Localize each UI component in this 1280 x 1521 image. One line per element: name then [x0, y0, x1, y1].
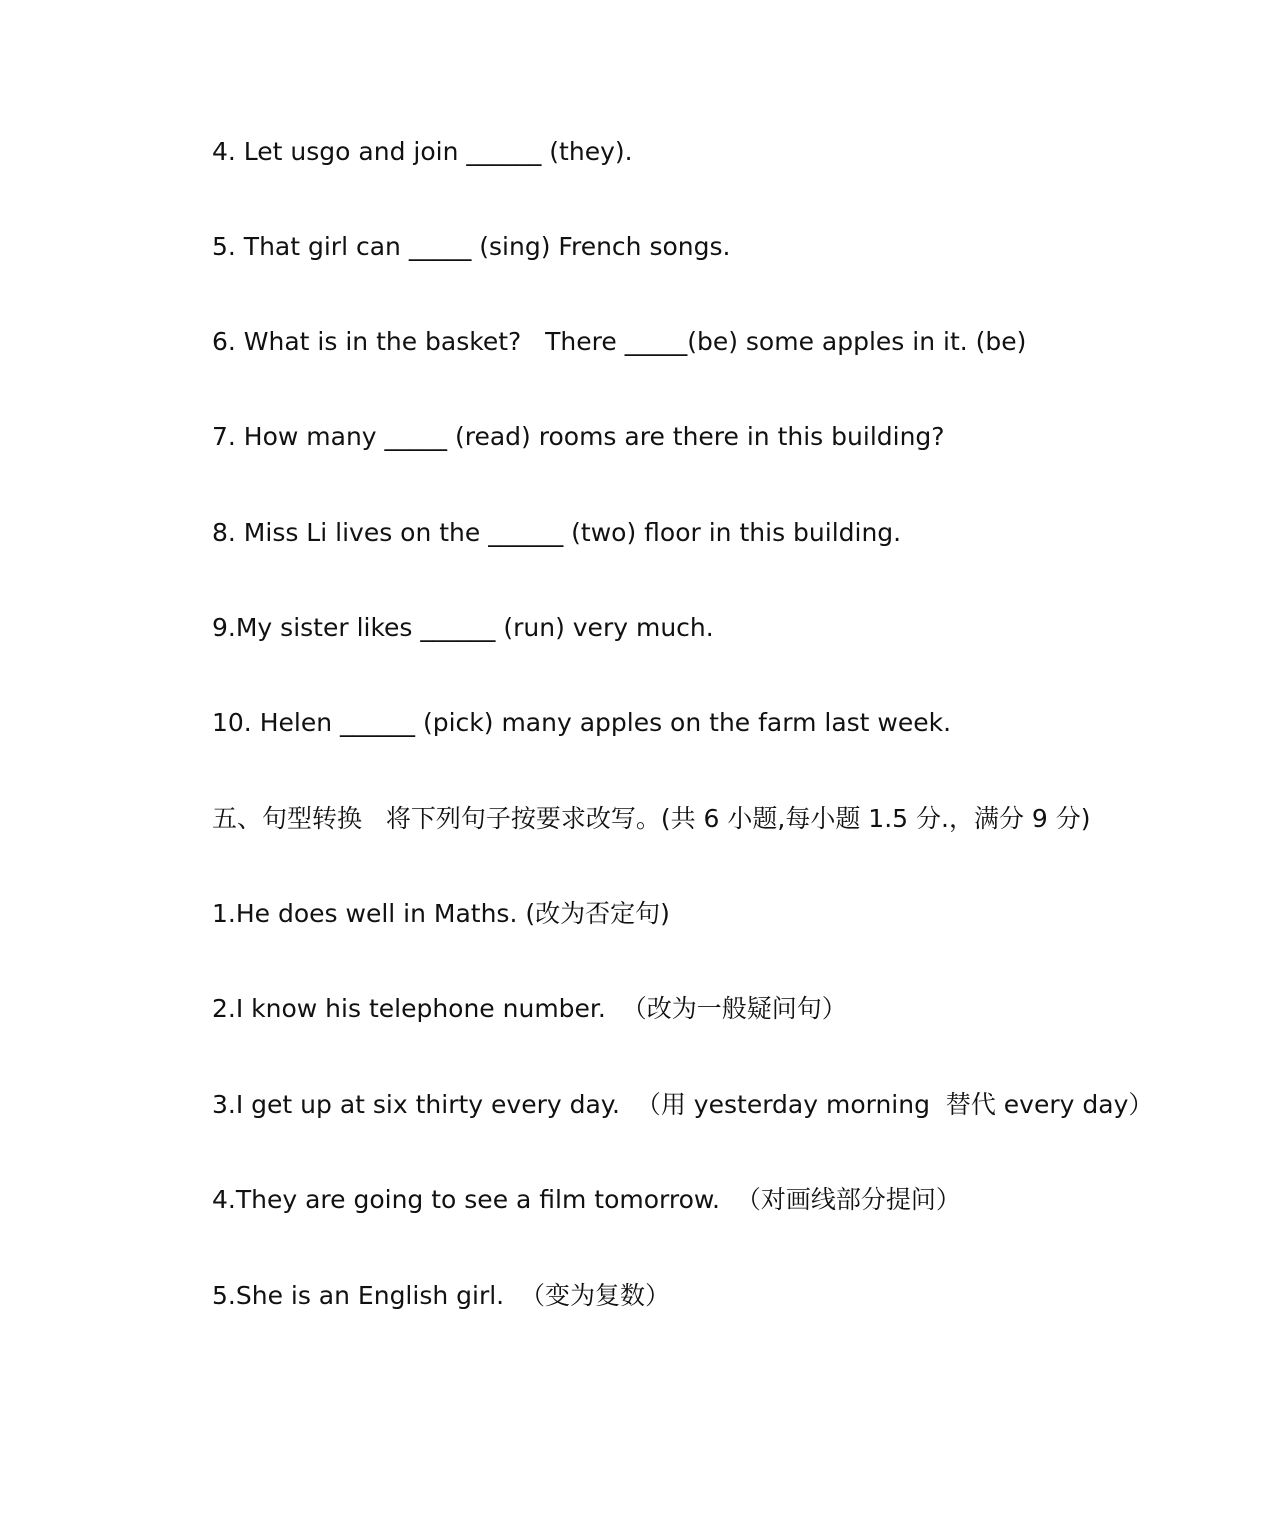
exercise-item-5: 5. That girl can _____ (sing) French songs.	[212, 232, 731, 261]
exercise-item-4: 4. Let usgo and join ______ (they).	[212, 137, 633, 166]
transform-item-5: 5.She is an English girl. （变为复数）	[212, 1281, 671, 1310]
exercise-item-8: 8. Miss Li lives on the ______ (two) floor in this building.	[212, 518, 902, 547]
transform-item-4: 4.They are going to see a film tomorrow. （对画线部分提问）	[212, 1185, 961, 1214]
exercise-item-7: 7. How many _____ (read) rooms are there in this building?	[212, 422, 945, 451]
exercise-item-6: 6. What is in the basket? There _____(be) some apples in it. (be)	[212, 327, 1027, 356]
transform-item-2: 2.I know his telephone number. （改为一般疑问句）	[212, 994, 847, 1023]
exercise-item-9: 9.My sister likes ______ (run) very much.	[212, 613, 714, 642]
transform-item-3: 3.I get up at six thirty every day. （用 yesterday morning 替代 every day）	[212, 1090, 1154, 1119]
transform-item-1: 1.He does well in Maths. (改为否定句)	[212, 899, 670, 928]
exercise-item-10: 10. Helen ______ (pick) many apples on the farm last week.	[212, 708, 952, 737]
section-heading-five: 五、句型转换 将下列句子按要求改写。(共 6 小题,每小题 1.5 分.，满分 9 分)	[212, 804, 1091, 833]
